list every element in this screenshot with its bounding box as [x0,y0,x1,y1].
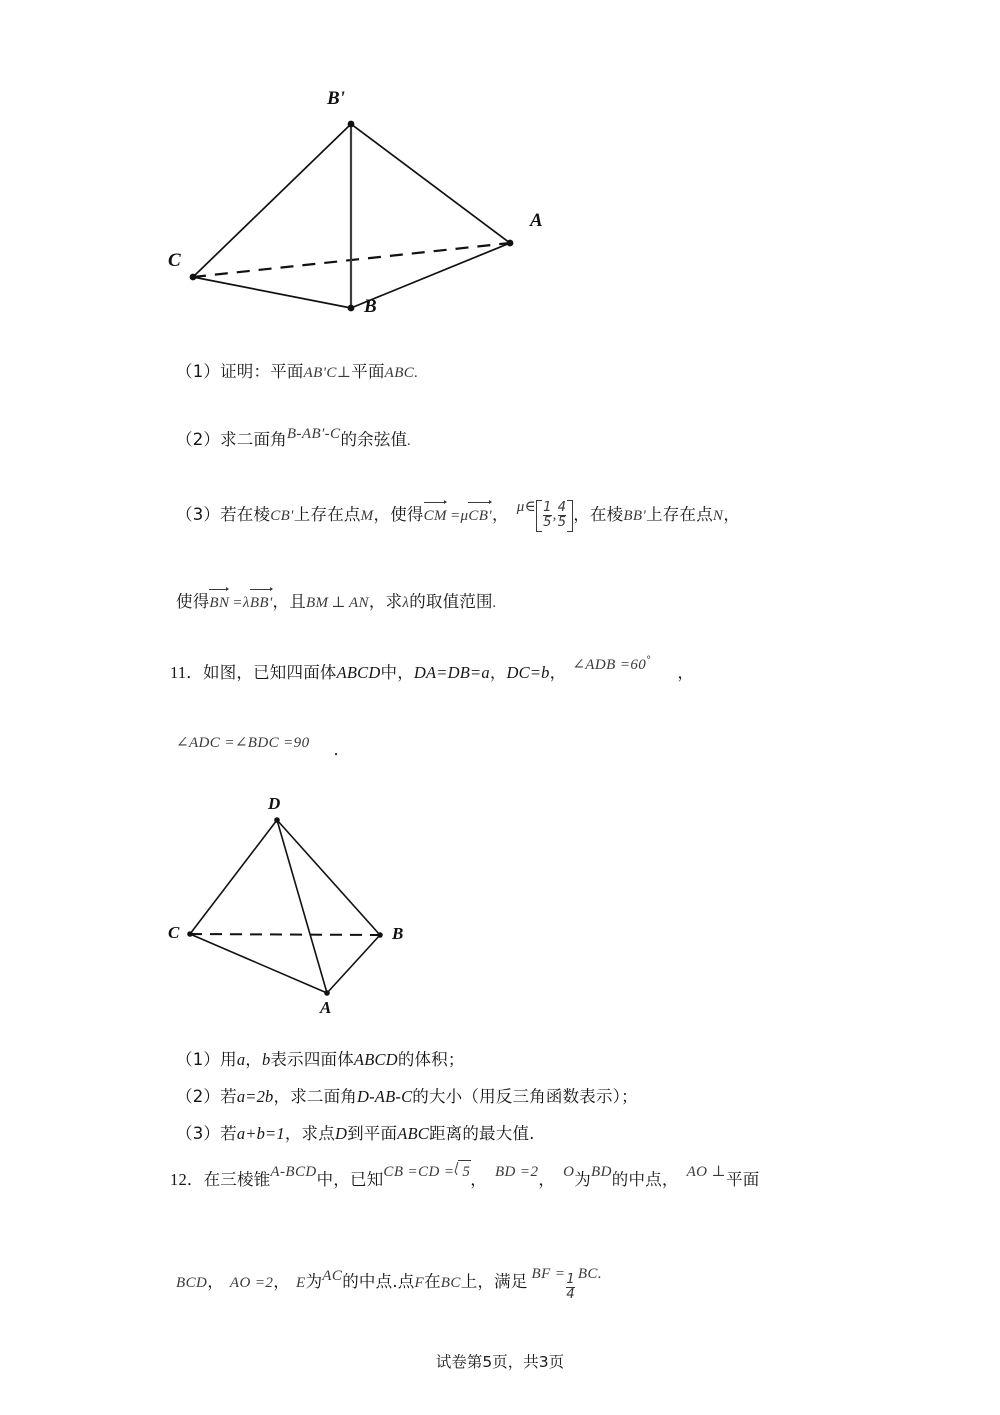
p11-stem-degree: ° [646,654,652,666]
p10-item3-l2-comma2: ， [368,592,386,611]
page-footer: 试卷第5页，共3页 [435,1353,565,1371]
p12-math3: CB =CD = [383,1164,455,1180]
p10-item1-period: . [414,365,419,381]
p11-item3-math2: D [334,1124,348,1143]
figure1-edge-c-b [193,277,351,308]
p12-math1: A [270,1164,280,1180]
p10-item3-l2-vector-bbprime: BB' [250,591,273,615]
p11-stem-math3: DC=b [506,663,550,682]
p10-item2-text2: 的余弦值 [340,430,408,449]
figure2-label-c: C [168,923,180,942]
p12-l2-math4: AC [322,1268,343,1284]
p10-item-2 [176,428,411,453]
p12-l2-comma2: ， [273,1272,290,1291]
p10-item-1 [176,360,418,385]
p10-item2-text1: 求二面角 [220,430,287,449]
p11-stem-comma3: ， [677,663,695,682]
p10-item3-text5: 上存在点 [646,505,713,524]
p10-item3-l2-vector-bn: BN [209,591,229,615]
p11-item2-math1: a=2b [236,1087,274,1106]
p10-item-3-line2 [176,590,497,615]
p10-item1-perp: ⊥ [336,365,352,381]
figure1-label-b: B [364,296,377,317]
p10-item3-l2-lambda2: λ [402,595,410,611]
p12-l2-text3: 在 [424,1272,441,1291]
p12-l2-period: . [597,1266,602,1282]
p11-item2-text3: 的大小（用反三角函数表示）； [412,1087,638,1106]
figure2-vertex-a [324,990,330,996]
figure1-label-c: C [168,250,181,271]
p10-item3-math2: M [360,508,374,524]
figure2-edge-c-a [190,934,327,993]
figure2-vertex-b [377,932,383,938]
p11-item1-comma: ， [245,1050,262,1069]
p10-item3-l2-math2: AN [348,595,369,611]
p11-stem-l2-period: ． [333,740,351,759]
p11-item-1 [176,1048,465,1073]
p10-item3-text2: 上存在点 [293,505,361,524]
interval-right-bracket [567,500,573,532]
p10-item1-math1: AB'C [303,365,337,381]
p10-item3-l2-text1: 使得 [176,592,210,611]
p12-text1: 在三棱锥 [203,1170,271,1189]
p11-item2-marker: （2） [176,1087,221,1106]
p10-item3-comma1: ， [373,505,391,524]
figure2-label-d: D [268,794,281,813]
p10-item1-math2: ABC [384,365,415,381]
p10-item3-math4: N [712,508,724,524]
p10-item3-l2-text3: 求 [385,592,403,611]
figure2-edge-d-a [277,820,327,993]
p11-item1-math3: ABCD [353,1050,398,1069]
p11-stem-line1 [170,654,695,686]
p12-sqrt-radicand: 5 [462,1164,471,1180]
p11-item3-text2: ，求点 [284,1124,335,1143]
p11-item-3 [176,1122,535,1147]
p10-item3-mu-in: μ∈ [516,499,537,515]
figure2-edge-d-c [190,820,277,934]
figure2-label-b: B [392,924,404,943]
p12-comma2: ， [538,1170,556,1189]
p11-item1-math1: a [236,1050,246,1069]
figure2-label-a: A [320,998,332,1017]
p10-item3-text1: 若在棱 [220,505,271,524]
p10-item-3-line1 [176,499,741,541]
p12-l2-text4: 上，满足 [460,1272,528,1291]
p12-line2 [176,1266,602,1311]
p11-stem-text2: 中， [380,663,414,682]
p10-item3-l2-comma1: ， [272,592,290,611]
figure2-edge-a-b [327,935,380,993]
p12-math5: O [563,1164,575,1180]
p12-l2-math3: E [295,1275,306,1291]
p11-item3-text3: 到平面 [347,1124,398,1143]
figure2-vertex-d [274,817,280,823]
figure1-svg [0,0,600,340]
p10-item1-text2: 平面 [351,362,385,381]
interval-upper-numerator: 4 [557,500,567,516]
p12-text3: 为 [574,1170,591,1189]
p12-l2-math2: AO =2 [229,1275,274,1291]
p10-item3-l2-period: . [492,595,497,611]
p12-l2-text1: 为 [305,1272,323,1291]
p11-item1-text3: 的体积； [397,1050,465,1069]
figure1-vertex-a [507,240,514,247]
p10-item3-comma4: ， [723,505,741,524]
p10-item2-dash2: - [324,426,331,442]
p12-fraction-numerator: 1 [566,1272,575,1288]
p10-item3-vector-cbprime: CB' [468,504,492,528]
p11-item2-text1: 若 [220,1087,237,1106]
p11-item1-math2: b [261,1050,271,1069]
p12-sqrt-five [454,1161,470,1184]
figure-tetrahedron-abcprime [0,0,600,340]
p11-number: 11． [170,663,203,682]
p12-l2-text2: 的中点.点 [342,1272,415,1291]
p10-item1-marker: （1） [176,362,221,381]
p11-item3-math3: ABC [397,1124,429,1143]
p10-item3-l2-text2: 且 [289,592,306,611]
p10-item3-marker: （3） [176,505,221,524]
figure2-edge-d-b [277,820,380,935]
p12-number: 12． [170,1170,204,1189]
p10-item3-l2-lambda: λ [242,595,250,611]
p10-item3-l2-perp: ⊥ [331,595,346,611]
p11-item-2 [176,1085,638,1110]
p11-stem-math1: ABCD [336,663,381,682]
figure1-vertex-bprime [348,121,355,128]
p10-item2-period: . [407,433,412,449]
p12-math2: BCD [285,1164,317,1180]
figure1-vertex-b [348,305,355,312]
p10-item3-text3: 使得 [390,505,424,524]
p11-stem-l2-math1: ∠ADC =∠BDC =90 [176,735,310,751]
p11-item3-text1: 若 [220,1124,237,1143]
figure1-edge-bprime-a [351,124,510,243]
p11-stem-comma1: ， [489,663,507,682]
p12-l2-math5: F [414,1275,425,1291]
p10-item3-interval [536,500,573,532]
p11-stem-angle-adb: ∠ADB =60 [572,657,647,673]
p11-stem-comma2: ， [549,663,567,682]
interval-lower-fraction [543,501,551,529]
figure2-svg [0,780,480,1030]
p12-math4: BD =2 [494,1164,539,1180]
p11-item3-marker: （3） [176,1124,221,1143]
p12-l2-math6: BC [440,1275,461,1291]
p12-text4: 的中点， [611,1170,679,1189]
p10-item2-dash1: - [296,426,302,442]
p12-fraction-denominator: 4 [566,1287,575,1303]
p10-item2-math1: B [286,426,297,442]
interval-separator: , [552,507,557,524]
p11-stem-math2: DA=DB=a [413,663,490,682]
figure-tetrahedron-abcd [0,780,480,1030]
p10-item2-math2: AB' [301,426,325,442]
interval-upper-denominator: 5 [557,515,567,531]
figure1-edge-bprime-c [193,124,351,277]
p10-item3-math1: CB' [270,508,294,524]
figure2-vertex-c [187,931,193,937]
p10-item3-equals: = [449,508,461,524]
p12-l2-math8: BC [577,1266,598,1282]
p12-l2-math1: BCD [176,1275,208,1291]
p10-item3-text4: 在棱 [589,505,624,524]
p10-item3-l2-math1: BM [305,595,329,611]
p10-item3-vector-cm: CM [424,504,447,528]
p12-line1 [170,1164,760,1193]
p10-item3-comma3: ， [573,505,590,524]
p10-item3-l2-equals: = [232,595,243,611]
p11-item3-math1: a+b=1 [236,1124,285,1143]
p12-dash: - [280,1164,286,1180]
p12-math7: AO ⊥ [686,1164,727,1180]
p10-item3-math3: BB' [623,508,647,524]
p12-text5: 平面 [726,1170,760,1189]
p12-math6: BD [591,1164,612,1180]
p11-item1-text2: 表示四面体 [270,1050,354,1069]
p10-item3-comma2: ， [491,505,509,524]
p10-item3-mu: μ [460,508,469,524]
p11-item2-math2: D-AB-C [357,1087,413,1106]
p11-item3-text4: 距离的最大值. [428,1124,535,1143]
interval-left-bracket [536,500,542,532]
p12-l2-math7: BF = [531,1266,566,1282]
figure1-vertex-c [190,274,197,281]
p11-stem-line2 [176,730,351,759]
p11-item1-marker: （1） [176,1050,221,1069]
p10-item1-text1: 证明：平面 [220,362,304,381]
p10-item2-marker: （2） [176,430,221,449]
figure2-edge-cb-dashed [190,934,380,935]
interval-lower-numerator: 1 [543,500,552,516]
p12-l2-fraction-one-quarter [566,1273,574,1301]
p10-item2-math3: C [330,426,341,442]
p12-l2-comma1: ， [207,1272,224,1291]
interval-upper-fraction [558,501,566,529]
p12-comma1: ， [470,1170,487,1189]
p11-stem-text1: 如图，已知四面体 [203,663,337,682]
p12-text2: 中，已知 [316,1170,384,1189]
p11-item1-text1: 用 [220,1050,237,1069]
interval-lower-denominator: 5 [543,515,552,531]
figure1-label-bprime: B' [327,88,345,109]
figure1-label-a: A [530,210,543,231]
p11-item2-text2: ，求二面角 [273,1087,357,1106]
p10-item3-l2-text4: 的取值范围 [409,592,493,611]
